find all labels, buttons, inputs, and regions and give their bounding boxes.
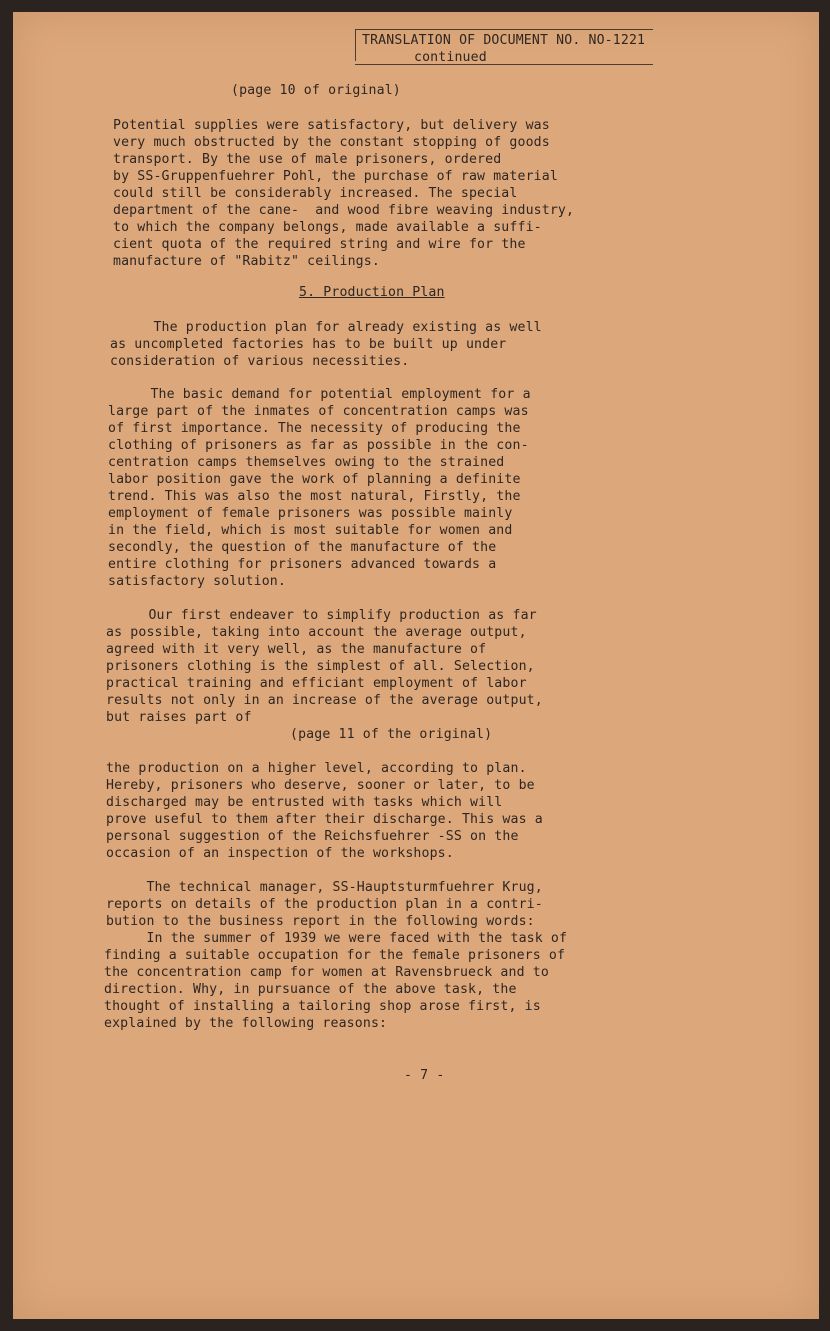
text-line: trend. This was also the most natural, Firstly, the [108,489,521,504]
text-line: reports on details of the production plan in a contri- [106,897,543,912]
text-line: discharged may be entrusted with tasks which will [106,795,503,810]
text-line: by SS-Gruppenfuehrer Pohl, the purchase of raw material [113,169,558,184]
text-line: of first importance. The necessity of producing the [108,421,521,436]
text-line: prove useful to them after their discharge. This was a [106,812,543,827]
section-heading: 5. Production Plan [299,285,445,300]
text-line: prisoners clothing is the simplest of all. Selection, [106,659,535,674]
text-line: personal suggestion of the Reichsfuehrer -SS on the [106,829,519,844]
header-rule-left [355,29,356,61]
header-rule-bottom [355,64,653,65]
page-marker-11: (page 11 of the original) [290,727,493,742]
text-line: finding a suitable occupation for the female prisoners of [104,948,566,963]
text-line: Hereby, prisoners who deserve, sooner or later, to be [106,778,535,793]
text-line: practical training and efficiant employment of labor [106,676,527,691]
text-line: The basic demand for potential employment for a [110,387,531,402]
text-line: the concentration camp for women at Ravensbrueck and to [104,965,549,980]
text-line: consideration of various necessities. [110,354,410,369]
text-line: entire clothing for prisoners advanced towards a [108,557,497,572]
text-line: clothing of prisoners as far as possible in the con- [108,438,529,453]
text-line: The production plan for already existing as well [113,320,542,335]
text-line: thought of installing a tailoring shop arose first, is [104,999,541,1014]
header-title: TRANSLATION OF DOCUMENT NO. NO-1221 [362,33,646,48]
text-line: occasion of an inspection of the workshops. [106,846,454,861]
text-line: the production on a higher level, according to plan. [106,761,527,776]
page-number: - 7 - [404,1068,445,1083]
text-line: bution to the business report in the following words: [106,914,535,929]
text-line: The technical manager, SS-Hauptsturmfuehrer Krug, [106,880,543,895]
text-line: secondly, the question of the manufacture of the [108,540,497,555]
text-line: but raises part of [106,710,252,725]
text-line: manufacture of "Rabitz" ceilings. [113,254,380,269]
text-line: very much obstructed by the constant stopping of goods [113,135,550,150]
text-line: department of the cane- and wood fibre weaving industry, [113,203,575,218]
text-line: Our first endeaver to simplify production as far [108,608,537,623]
text-line: satisfactory solution. [108,574,286,589]
text-line: as uncompleted factories has to be built up under [110,337,507,352]
text-line: in the field, which is most suitable for women and [108,523,513,538]
text-line: transport. By the use of male prisoners, ordered [113,152,502,167]
header-continued: continued [414,50,487,65]
text-line: In the summer of 1939 we were faced with the task of [106,931,568,946]
text-line: labor position gave the work of planning a definite [108,472,521,487]
page-marker-10: (page 10 of original) [231,83,401,98]
text-line: to which the company belongs, made available a suffi- [113,220,542,235]
text-line: could still be considerably increased. The special [113,186,518,201]
header-rule-top [355,29,653,30]
text-line: direction. Why, in pursuance of the above task, the [104,982,517,997]
text-line: centration camps themselves owing to the strained [108,455,505,470]
text-line: agreed with it very well, as the manufacture of [106,642,487,657]
text-line: as possible, taking into account the average output, [106,625,527,640]
text-line: large part of the inmates of concentration camps was [108,404,529,419]
text-line: explained by the following reasons: [104,1016,388,1031]
text-line: employment of female prisoners was possible mainly [108,506,513,521]
text-line: Potential supplies were satisfactory, but delivery was [113,118,550,133]
text-line: cient quota of the required string and wire for the [113,237,526,252]
text-line: results not only in an increase of the average output, [106,693,543,708]
